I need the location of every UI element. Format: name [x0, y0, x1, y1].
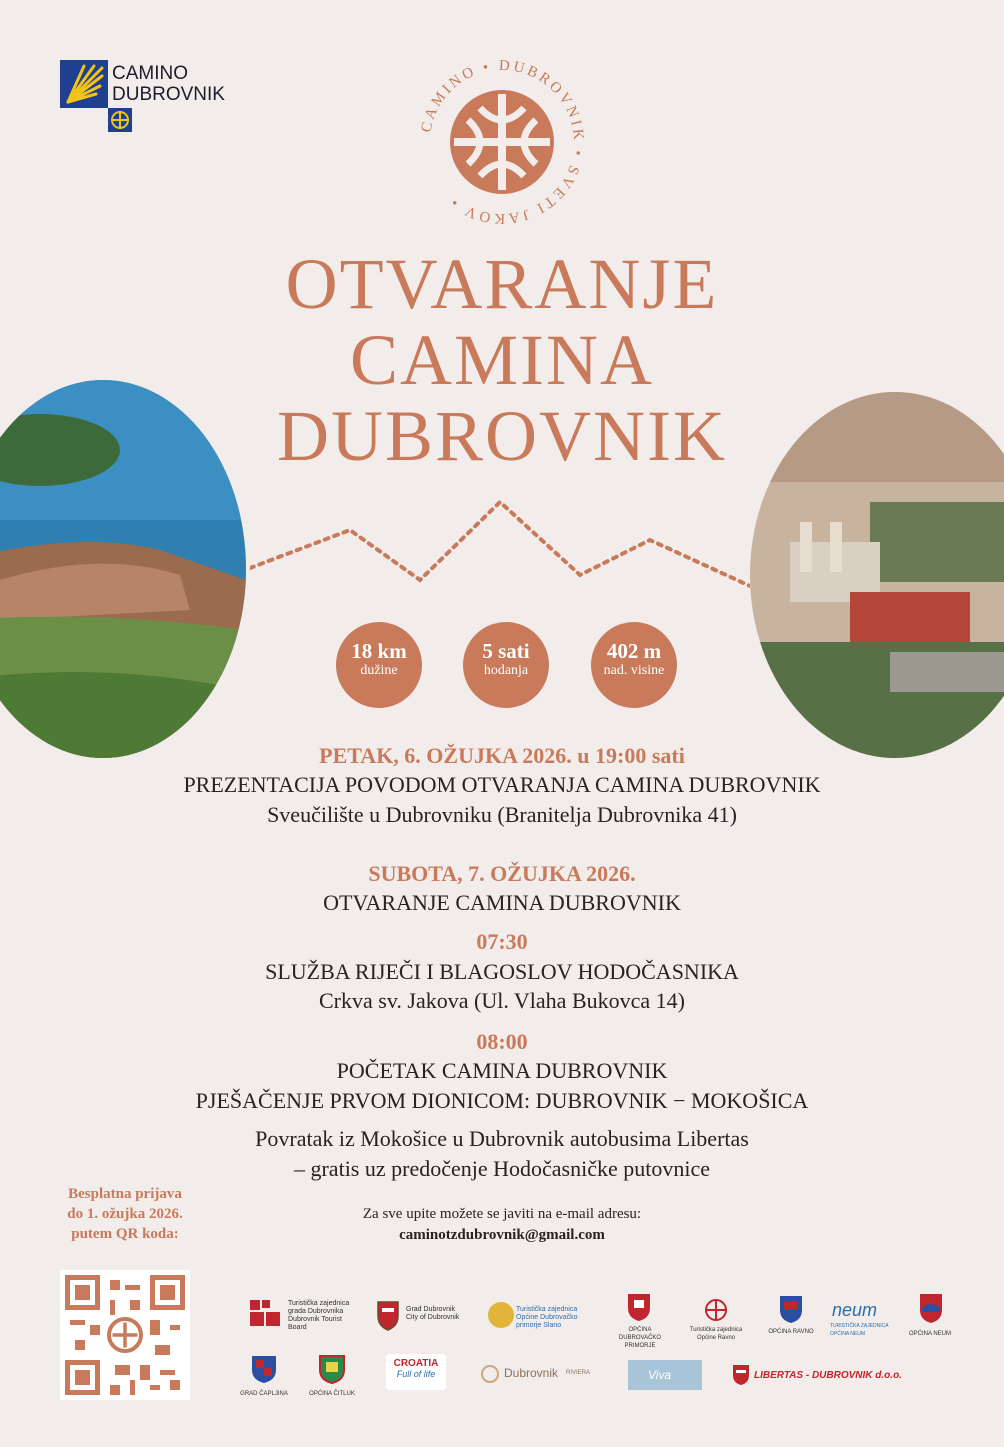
tz-dubrovnik-logo-icon: [248, 1298, 284, 1332]
sponsor-neum: neum: [832, 1300, 878, 1320]
event2-return-line2: – gratis uz predočenje Hodočasničke putovnice: [293, 1156, 710, 1181]
camino-emblem: [420, 60, 584, 224]
emblem-ring-text: CAMINO • DUBROVNI • SVETI JAKOV •: [420, 60, 584, 224]
sponsor-libertas: LIBERTAS - DUBROVNIK d.o.o.: [754, 1370, 902, 1381]
sponsor-opcina-primorje: OPĆINA DUBROVAČKO PRIMORJE: [618, 1327, 662, 1349]
route-path-line: [250, 490, 750, 600]
opcina-citluk-crest-icon: [318, 1354, 346, 1384]
title-line1: OTVARANJE: [285, 244, 719, 324]
event2-time1: 07:30: [476, 929, 528, 954]
sponsor-neum-sub: TURISTIČKA ZAJEDNICA OPĆINA NEUM: [830, 1323, 889, 1337]
scallop-shell-icon: [60, 60, 108, 108]
opcina-primorje-crest-icon: [626, 1292, 652, 1322]
sponsor-croatia-slogan: Full of life: [396, 1369, 436, 1379]
event1-place: Sveučilište u Dubrovniku (Branitelja Dubrovnika 41): [267, 802, 737, 827]
stat-duration-value: 5 sati: [482, 639, 530, 663]
sponsor-viva: Viva: [648, 1368, 672, 1382]
sponsor-grad-capljina: GRAD ČAPLJINA: [240, 1391, 288, 1397]
registration-line1: Besplatna prijava: [68, 1186, 182, 1202]
event2-item2-line1: POČETAK CAMINA DUBROVNIK: [336, 1058, 668, 1083]
stat-elevation: [591, 622, 677, 708]
event2-item1-title: SLUŽBA RIJEČI I BLAGOSLOV HODOČASNIKA: [265, 959, 739, 984]
stat-duration-unit: hodanja: [483, 663, 529, 678]
title-line3: DUBROVNIK: [277, 396, 727, 476]
viva-logo: [628, 1360, 702, 1390]
logo-line1: CAMINO: [112, 63, 188, 84]
event2-return-line1: Povratak iz Mokošice u Dubrovnik autobusima Libertas: [255, 1126, 749, 1151]
sponsor-croatia: CROATIA: [393, 1358, 439, 1369]
sponsor-grad-dubrovnik: Grad Dubrovnik City of Dubrovnik: [406, 1306, 460, 1321]
registration-line2: do 1. ožujka 2026.: [67, 1206, 183, 1222]
contact-line1: Za sve upite možete se javiti na e-mail adresu:: [362, 1206, 642, 1222]
event2-item1-place: Crkva sv. Jakova (Ul. Vlaha Bukovca 14): [319, 988, 685, 1013]
sponsor-dubrovnik-riviera: Dubrovnik: [504, 1366, 559, 1380]
sponsor-opcina-citluk: OPĆINA ČITLUK: [309, 1391, 355, 1397]
event1-title: PREZENTACIJA POVODOM OTVARANJA CAMINA DUBROVNIK: [183, 772, 821, 797]
event1-date: PETAK, 6. OŽUJKA 2026. u 19:00 sati: [319, 743, 685, 768]
stat-distance-value: 18 km: [351, 639, 407, 663]
croatia-full-of-life-logo: [386, 1354, 446, 1390]
camino-logo-shell: [60, 60, 108, 108]
opcina-neum-crest-icon: [918, 1292, 944, 1324]
sponsor-tz-ravno: Turistička zajednica Općine Ravno: [689, 1327, 743, 1341]
sponsor-tz-slano: Turistička zajednica Općine Dubrovačko primorje Slano: [516, 1306, 578, 1329]
grad-dubrovnik-crest-icon: [374, 1298, 402, 1332]
event2-date: SUBOTA, 7. OŽUJKA 2026.: [368, 861, 636, 886]
dubrovnik-riviera-logo-icon: [480, 1364, 500, 1384]
event2-title: OTVARANJE CAMINA DUBROVNIK: [323, 890, 681, 915]
sponsor-tz-dubrovnik: Turistička zajednica grada Dubrovnika Dubrovnik Tourist Board: [288, 1300, 350, 1331]
sponsor-opcina-neum: OPĆINA NEUM: [908, 1331, 951, 1337]
stat-elevation-value: 402 m: [606, 639, 662, 663]
registration-line3: putem QR koda:: [71, 1226, 179, 1242]
stat-distance: [336, 622, 422, 708]
qr-code-icon: [60, 1270, 190, 1400]
event2-item2-line2: PJEŠAČENJE PRVOM DIONICOM: DUBROVNIK − MOKOŠICA: [195, 1088, 809, 1113]
logo-line2: DUBROVNIK: [112, 84, 225, 105]
libertas-crest-icon: [732, 1364, 750, 1386]
sponsor-dubrovnik-riviera-sub: RIVIERA: [566, 1370, 591, 1376]
contact-info: [0, 1204, 1004, 1246]
stat-elevation-unit: nad. visine: [603, 663, 665, 678]
cross-icon: [108, 108, 132, 132]
stat-distance-unit: dužine: [360, 663, 398, 678]
qr-code[interactable]: [60, 1270, 190, 1400]
contact-email[interactable]: caminotzdubrovnik@gmail.com: [399, 1227, 605, 1243]
title-line2: CAMINA: [349, 320, 654, 400]
stat-duration: [463, 622, 549, 708]
tz-ravno-logo-icon: [694, 1298, 738, 1322]
logo-text: [112, 63, 225, 105]
event2-time2: 08:00: [476, 1029, 528, 1054]
sponsor-opcina-ravno: OPĆINA RAVNO: [768, 1329, 814, 1335]
grad-capljina-crest-icon: [250, 1354, 278, 1384]
emblem-cross-icon: [420, 60, 584, 224]
opcina-ravno-crest-icon: [778, 1294, 804, 1324]
tz-slano-logo-icon: [488, 1302, 514, 1328]
